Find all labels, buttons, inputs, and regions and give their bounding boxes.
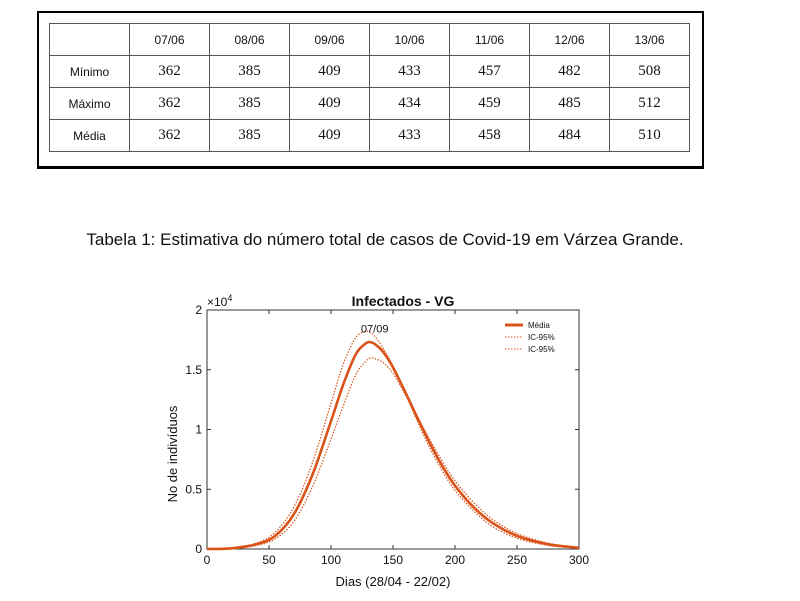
- table-cell: 485: [530, 88, 610, 120]
- table-cell: 484: [530, 120, 610, 152]
- table-cell: 433: [370, 56, 450, 88]
- chart-title: Infectados - VG: [351, 293, 455, 309]
- table-cell: 362: [130, 56, 210, 88]
- table-cell: 459: [450, 88, 530, 120]
- table-row-minimo: [50, 56, 690, 88]
- column-header: 11/06: [450, 24, 530, 56]
- row-label: Máximo: [50, 88, 130, 120]
- column-header: 07/06: [130, 24, 210, 56]
- y-multiplier-exponent: 4: [227, 293, 233, 303]
- table-frame: [37, 11, 704, 169]
- row-label: Mínimo: [50, 56, 130, 88]
- x-axis-label: Dias (28/04 - 22/02): [335, 574, 451, 589]
- table-row-media: [50, 120, 690, 152]
- table-cell: 385: [210, 88, 290, 120]
- y-axis-label: No de indivíduos: [165, 405, 180, 503]
- table-cell: 409: [290, 88, 370, 120]
- table-cell: 457: [450, 56, 530, 88]
- table-cell: 512: [610, 88, 690, 120]
- table-cell: 510: [610, 120, 690, 152]
- x-tick-label: 50: [262, 553, 276, 567]
- table-cell: 433: [370, 120, 450, 152]
- y-tick-label: 0: [195, 542, 202, 556]
- legend-label-media: Média: [528, 321, 550, 330]
- table-caption: Tabela 1: Estimativa do número total de casos de Covid-19 em Várzea Grande.: [86, 230, 684, 249]
- table-cell: 434: [370, 88, 450, 120]
- column-header: 09/06: [290, 24, 370, 56]
- x-tick-label: 300: [568, 553, 590, 567]
- x-tick-label: 250: [506, 553, 528, 567]
- table-row-maximo: [50, 88, 690, 120]
- legend: [501, 317, 575, 357]
- column-header: 12/06: [530, 24, 610, 56]
- y-multiplier-base: ×10: [207, 295, 228, 309]
- x-tick-label: 200: [444, 553, 466, 567]
- column-header: 08/06: [210, 24, 290, 56]
- peak-annotation: 07/09: [360, 323, 389, 336]
- column-header: 13/06: [610, 24, 690, 56]
- row-label: Média: [50, 120, 130, 152]
- infected-chart: [155, 288, 605, 596]
- table-cell: 362: [130, 88, 210, 120]
- legend-label-ic95-lower: IC-95%: [528, 345, 555, 354]
- table-cell: 409: [290, 56, 370, 88]
- x-tick-label: 100: [320, 553, 342, 567]
- table-cell: 409: [290, 120, 370, 152]
- table-cell: 482: [530, 56, 610, 88]
- x-tick-label: 0: [203, 553, 211, 567]
- table-cell: 508: [610, 56, 690, 88]
- table-cell: 362: [130, 120, 210, 152]
- table-cell: 458: [450, 120, 530, 152]
- column-header: 10/06: [370, 24, 450, 56]
- x-tick-label: 150: [382, 553, 404, 567]
- y-tick-label: 1: [195, 422, 202, 437]
- y-tick-label: 1.5: [185, 362, 202, 377]
- table-cell: 385: [210, 120, 290, 152]
- y-tick-label: 2: [195, 303, 202, 317]
- estimates-table: [49, 23, 690, 152]
- y-tick-label: 0.5: [185, 482, 202, 497]
- y-axis-multiplier: [207, 293, 232, 309]
- table-corner-cell: [50, 24, 130, 56]
- table-header-row: [50, 24, 690, 56]
- table-cell: 385: [210, 56, 290, 88]
- legend-label-ic95-upper: IC-95%: [528, 333, 555, 342]
